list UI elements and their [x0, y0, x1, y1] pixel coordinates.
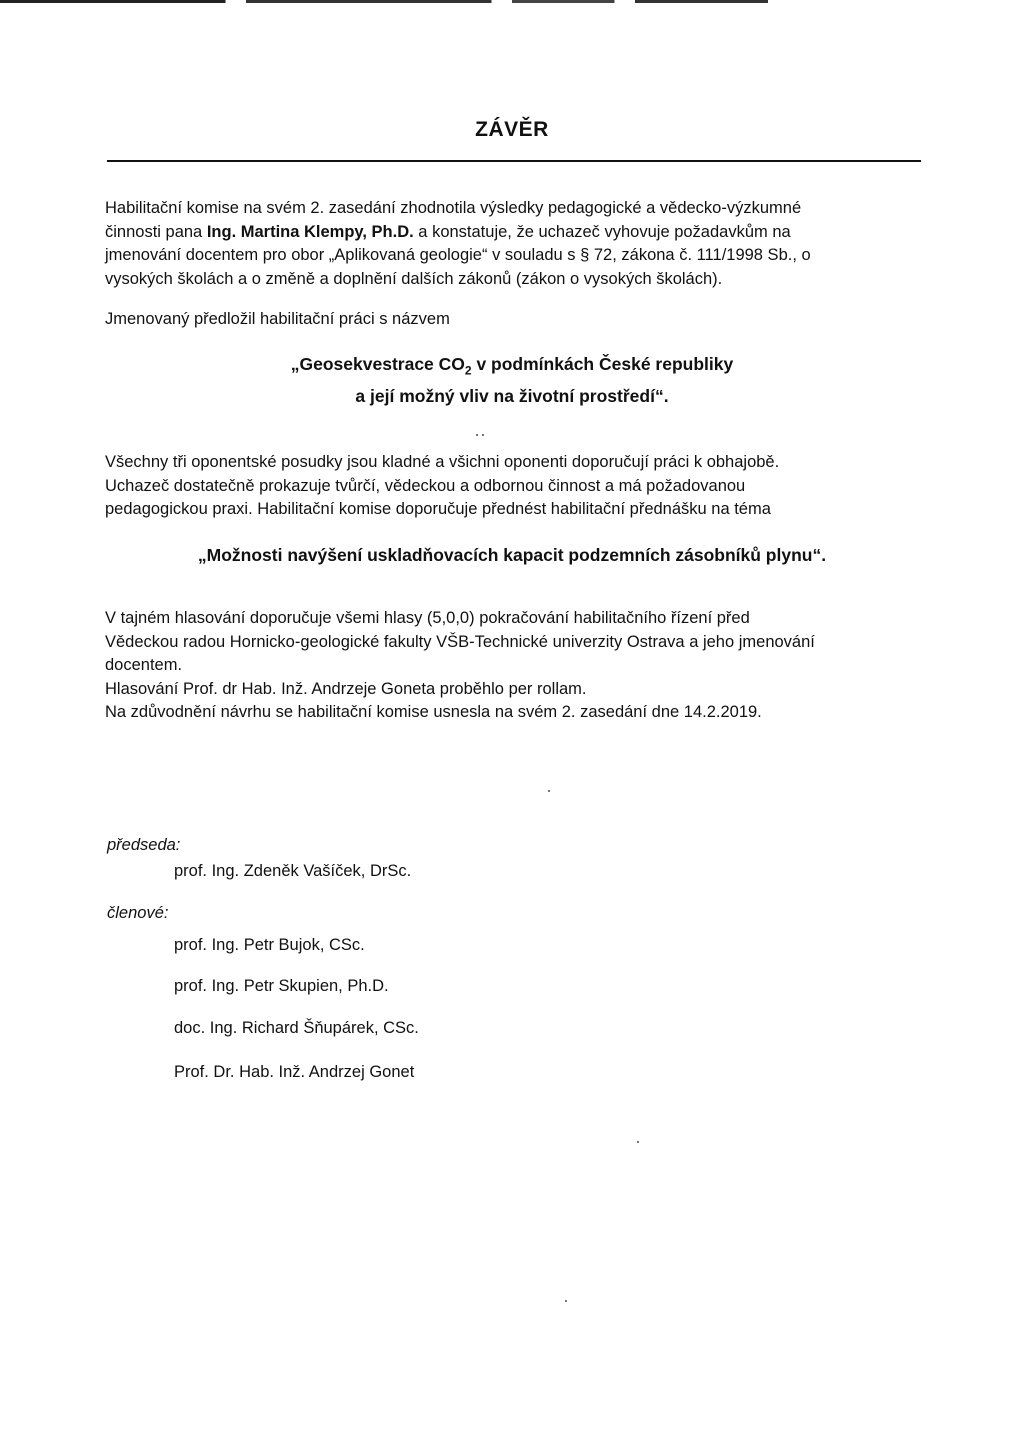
paragraph-line: Na zdůvodnění návrhu se habilitační komise usnesla na svém 2. zasedání dne 14.2.2019.	[105, 703, 762, 721]
lecture-title: „Možnosti navýšení uskladňovacích kapacit podzemních zásobníků plynu“.	[197, 545, 827, 565]
thesis-intro: Jmenovaný předložil habilitační práci s názvem	[105, 310, 450, 328]
paragraph-reviews	[105, 451, 925, 522]
scan-artifact-top	[0, 0, 1024, 3]
text-fragment: v podmínkách České republiky	[471, 354, 734, 374]
paragraph-line: Habilitační komise na svém 2. zasedání zhodnotila výsledky pedagogické a vědecko-výzkumné	[105, 199, 802, 217]
paragraph-line: Všechny tři oponentské posudky jsou kladné a všichni oponenti doporučují práci k obhajobě.	[105, 453, 780, 471]
paragraph-line	[105, 221, 925, 245]
paragraph-line: Vědeckou radou Hornicko-geologické fakulty VŠB-Technické univerzity Ostrava a jeho jmenování	[105, 632, 815, 651]
paragraph-line: docentem.	[105, 656, 183, 674]
title-divider	[107, 160, 921, 162]
text-fragment: činnosti pana	[105, 222, 207, 241]
members-label: členové:	[107, 904, 169, 922]
scan-speck	[476, 434, 478, 436]
paragraph-line: vysokých školách a o změně a doplnění dalších zákonů (zákon o vysokých školách).	[105, 269, 723, 288]
paragraph-line: Hlasování Prof. dr Hab. Inž. Andrzeje Goneta proběhlo per rollam.	[105, 679, 587, 698]
chair-name: prof. Ing. Zdeněk Vašíček, DrSc.	[174, 862, 412, 880]
scan-speck	[548, 790, 550, 792]
thesis-title	[0, 352, 1024, 409]
paragraph-evaluation	[105, 197, 925, 291]
paragraph-line: Uchazeč dostatečně prokazuje tvůrčí, vědeckou a odbornou činnost a má požadovanou	[105, 476, 746, 495]
candidate-name: Ing. Martina Klempy, Ph.D.	[206, 222, 414, 241]
member-name: prof. Ing. Petr Bujok, CSc.	[174, 936, 365, 954]
paragraph-line: V tajném hlasování doporučuje všemi hlasy (5,0,0) pokračování habilitačního řízení před	[105, 609, 750, 627]
member-name: prof. Ing. Petr Skupien, Ph.D.	[174, 977, 389, 995]
paragraph-line: jmenování docentem pro obor „Aplikovaná geologie“ v souladu s § 72, zákona č. 111/1998 Sb., o	[105, 246, 811, 264]
member-name: doc. Ing. Richard Šňupárek, CSc.	[174, 1019, 419, 1037]
paragraph-voting	[105, 607, 925, 725]
text-fragment: „Geosekvestrace CO	[290, 354, 465, 374]
thesis-title-line	[0, 352, 1024, 384]
member-name: Prof. Dr. Hab. Inž. Andrzej Gonet	[174, 1063, 415, 1081]
scan-speck	[637, 1141, 639, 1143]
chair-label: předseda:	[107, 836, 181, 854]
subscript: 2	[464, 363, 472, 378]
paragraph-line: pedagogickou praxi. Habilitační komise doporučuje přednést habilitační přednášku na téma	[105, 500, 771, 518]
scan-speck	[565, 1300, 567, 1302]
text-fragment: a konstatuje, že uchazeč vyhovuje požadavkům na	[413, 222, 791, 241]
page-title: ZÁVĚR	[475, 118, 549, 141]
thesis-title-line: a její možný vliv na životní prostředí“.	[355, 385, 669, 406]
scan-speck	[482, 434, 484, 436]
